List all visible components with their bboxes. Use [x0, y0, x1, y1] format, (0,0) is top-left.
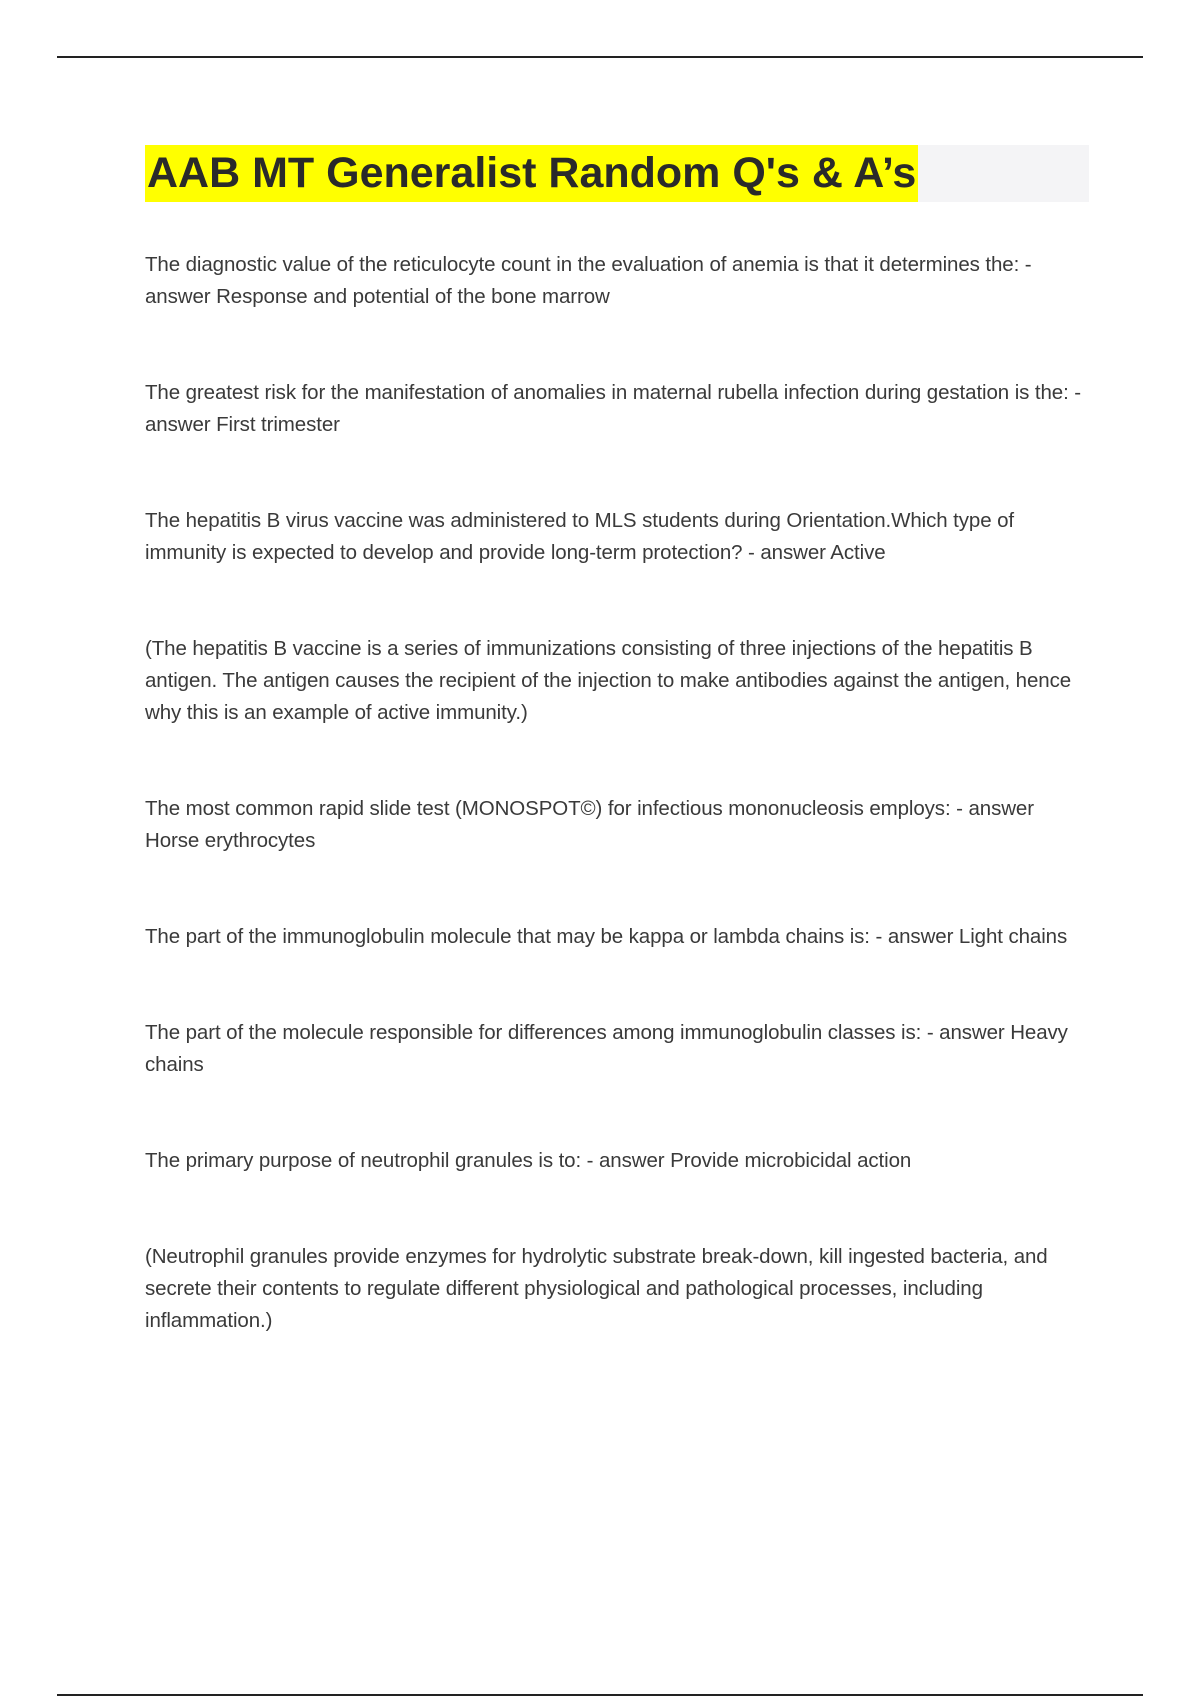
top-divider [57, 56, 1143, 58]
title-block [145, 145, 1089, 202]
qa-explanation: (Neutrophil granules provide enzymes for hydrolytic substrate break-down, kill ingested bacteria, and secrete their contents to regulate different physiological and pathological processes, including inflammation.) [145, 1245, 1048, 1332]
document-title: AAB MT Generalist Random Q's & A’s [145, 145, 918, 202]
qa-paragraph: The primary purpose of neutrophil granules is to: - answer Provide microbicidal action [145, 1149, 912, 1172]
qa-explanation: (The hepatitis B vaccine is a series of immunizations consisting of three injections of the hepatitis B antigen. The antigen causes the recipient of the injection to make antibodies against the antigen, hence why this is an example of active immunity.) [145, 637, 1072, 724]
qa-paragraph: The part of the molecule responsible for differences among immunoglobulin classes is: - answer Heavy chains [145, 1021, 1068, 1076]
qa-paragraph: The hepatitis B virus vaccine was administered to MLS students during Orientation.Which type of immunity is expected to develop and provide long-term protection? - answer Active [145, 509, 1015, 564]
qa-paragraph: The greatest risk for the manifestation of anomalies in maternal rubella infection during gestation is the: - answer First trimester [145, 381, 1082, 436]
qa-paragraph: The part of the immunoglobulin molecule that may be kappa or lambda chains is: - answer Light chains [145, 925, 1068, 948]
qa-paragraph: The most common rapid slide test (MONOSPOT©) for infectious mononucleosis employs: - answer Horse erythrocytes [145, 797, 1034, 852]
qa-content [145, 249, 1090, 1401]
qa-paragraph: The diagnostic value of the reticulocyte count in the evaluation of anemia is that it determines the: - answer Response and potential of the bone marrow [145, 253, 1032, 308]
bottom-divider [57, 1694, 1143, 1696]
